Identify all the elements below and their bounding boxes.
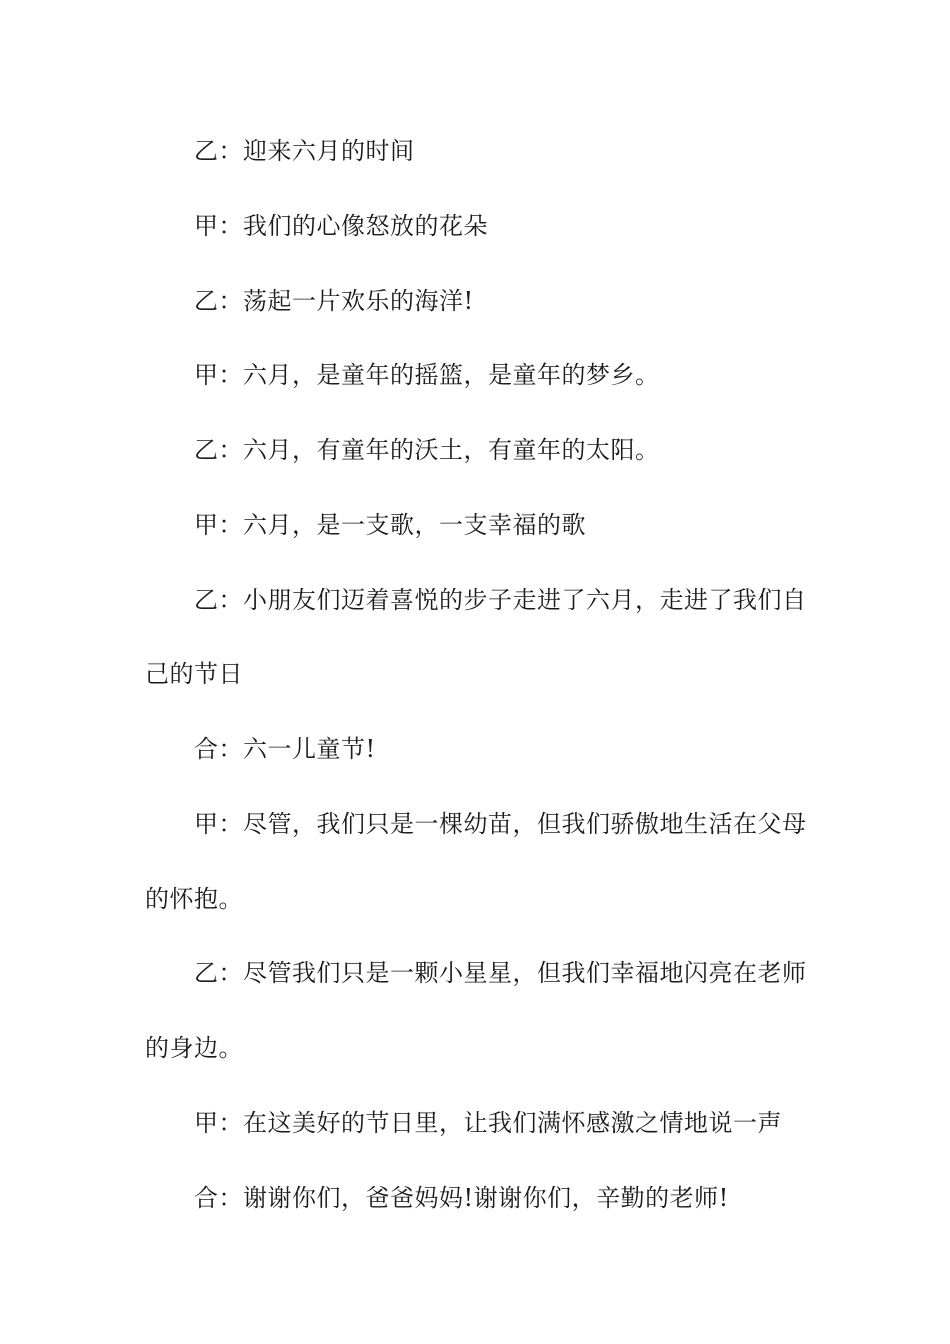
dialogue-line: 合：六一儿童节!	[194, 735, 376, 763]
dialogue-line: 甲：尽管，我们只是一棵幼苗，但我们骄傲地生活在父母	[194, 810, 807, 838]
dialogue-line: 乙：荡起一片欢乐的海洋!	[194, 287, 474, 315]
dialogue-line: 甲：我们的心像怒放的花朵	[194, 212, 488, 240]
dialogue-line: 乙：迎来六月的时间	[194, 137, 415, 165]
dialogue-line-continuation: 的怀抱。	[145, 885, 243, 913]
dialogue-line-continuation: 己的节日	[145, 660, 243, 688]
dialogue-line-continuation: 的身边。	[145, 1034, 243, 1062]
dialogue-line: 合：谢谢你们，爸爸妈妈!谢谢你们，辛勤的老师!	[194, 1184, 729, 1212]
dialogue-line: 乙：六月，有童年的沃土，有童年的太阳。	[194, 436, 660, 464]
dialogue-line: 甲：六月，是一支歌，一支幸福的歌	[194, 511, 586, 539]
dialogue-line: 甲：六月，是童年的摇篮，是童年的梦乡。	[194, 361, 660, 389]
dialogue-line: 乙：小朋友们迈着喜悦的步子走进了六月，走进了我们自	[194, 586, 807, 614]
dialogue-line: 乙：尽管我们只是一颗小星星，但我们幸福地闪亮在老师	[194, 959, 807, 987]
dialogue-line: 甲：在这美好的节日里，让我们满怀感激之情地说一声	[194, 1109, 782, 1137]
